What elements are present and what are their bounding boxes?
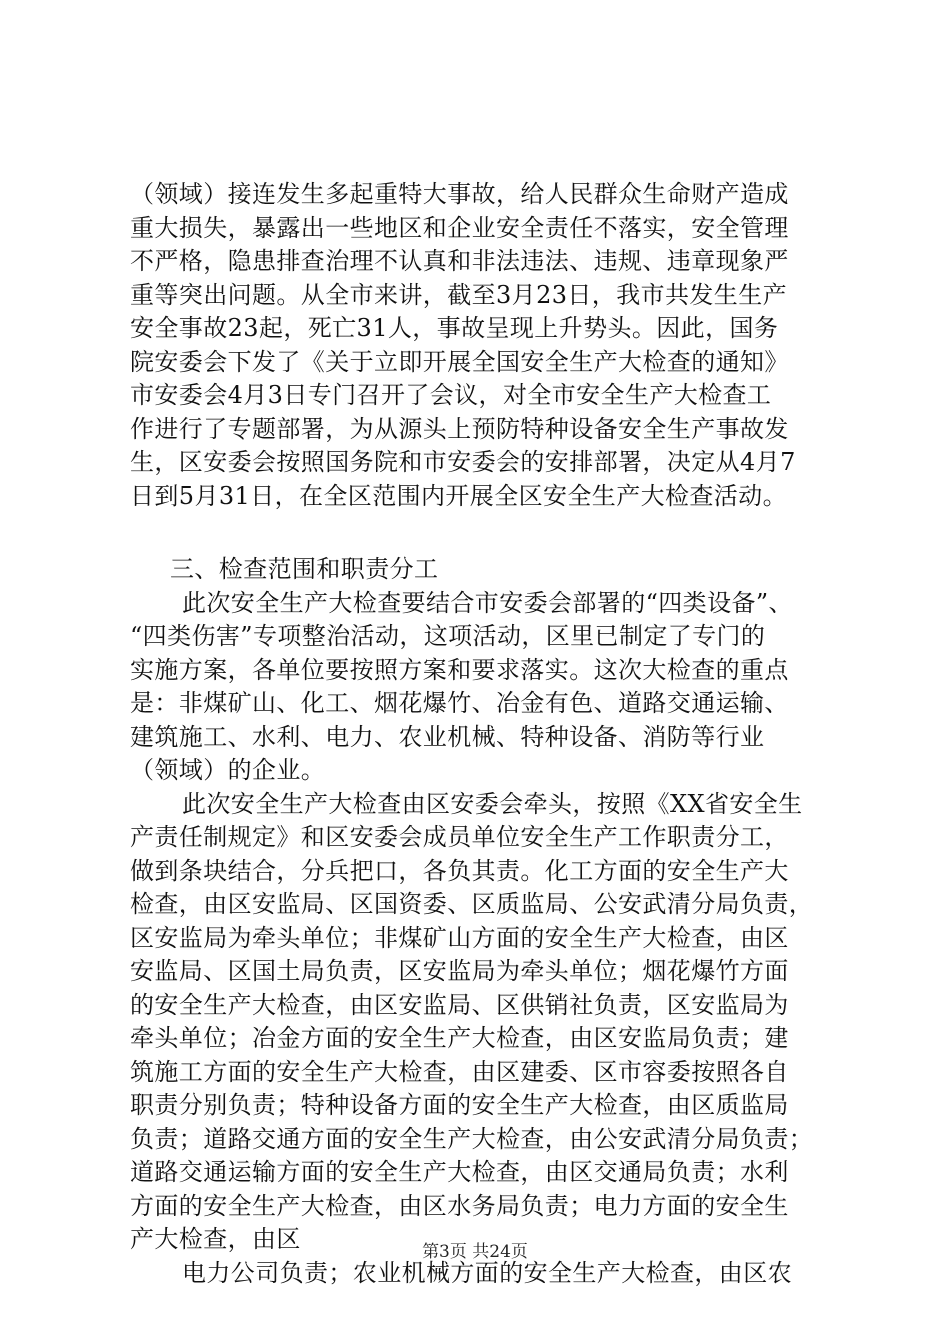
section-heading: 三、检查范围和职责分工 <box>170 555 439 583</box>
text-line: 此次安全生产大检查由区安委会牵头，按照《XX省安全生 <box>182 789 803 818</box>
text-line: 牵头单位；冶金方面的安全生产大检查，由区安监局负责；建 <box>130 1024 789 1052</box>
text-line: 重等突出问题。从全市来讲，截至3月23日，我市共发生生产 <box>130 280 788 309</box>
text-line: （领域）接连发生多起重特大事故，给人民群众生命财产造成 <box>130 180 789 208</box>
paragraph-scope <box>130 587 850 788</box>
text-line: 此次安全生产大检查要结合市安委会部署的“四类设备”、 <box>182 588 793 617</box>
paragraph-responsibilities <box>130 788 850 1257</box>
text-line: 是：非煤矿山、化工、烟花爆竹、冶金有色、道路交通运输、 <box>130 689 789 717</box>
text-line: 建筑施工、水利、电力、农业机械、特种设备、消防等行业 <box>130 722 765 751</box>
text-line: （领域）的企业。 <box>130 756 326 784</box>
text-line: 安全事故23起，死亡31人，事故呈现上升势头。因此，国务 <box>130 314 779 342</box>
text-line: 院安委会下发了《关于立即开展全国安全生产大检查的通知》 <box>130 347 789 376</box>
text-line: 重大损失，暴露出一些地区和企业安全责任不落实，安全管理 <box>130 213 789 242</box>
text-line: 区安监局为牵头单位；非煤矿山方面的安全生产大检查，由区 <box>130 923 789 952</box>
text-line: 筑施工方面的安全生产大检查，由区建委、区市容委按照各自 <box>130 1057 789 1086</box>
text-line: 道路交通运输方面的安全生产大检查，由区交通局负责；水利 <box>130 1158 789 1186</box>
paragraph-gap <box>130 513 850 553</box>
paragraph-context <box>130 178 850 513</box>
text-line: 产责任制规定》和区安委会成员单位安全生产工作职责分工， <box>130 823 789 851</box>
text-line: 不严格，隐患排查治理不认真和非法违法、违规、违章现象严 <box>130 247 789 275</box>
text-line: 做到条块结合，分兵把口，各负其责。化工方面的安全生产大 <box>130 856 789 885</box>
text-line: 检查，由区安监局、区国资委、区质监局、公安武清分局负责， <box>130 890 814 918</box>
text-line: 职责分别负责；特种设备方面的安全生产大检查，由区质监局 <box>130 1091 789 1119</box>
text-line: 负责；道路交通方面的安全生产大检查，由公安武清分局负责； <box>130 1124 814 1153</box>
text-line: 方面的安全生产大检查，由区水务局负责；电力方面的安全生 <box>130 1191 789 1220</box>
text-line: “四类伤害”专项整治活动，这项活动，区里已制定了专门的 <box>130 622 766 650</box>
text-line: 安监局、区国土局负责，区安监局为牵头单位；烟花爆竹方面 <box>130 957 789 985</box>
text-line: 的安全生产大检查，由区安监局、区供销社负责，区安监局为 <box>130 990 789 1019</box>
text-line: 产大检查，由区 <box>130 1225 301 1253</box>
text-line: 实施方案，各单位要按照方案和要求落实。这次大检查的重点 <box>130 655 789 684</box>
text-line: 市安委会4月3日专门召开了会议，对全市安全生产大检查工 <box>130 381 772 409</box>
text-line: 生，区安委会按照国务院和市安委会的安排部署，决定从4月7 <box>130 448 796 476</box>
page-footer <box>0 1240 950 1264</box>
text-line: 电力公司负责；农业机械方面的安全生产大检查，由区农 <box>182 1258 792 1287</box>
text-line: 作进行了专题部署，为从源头上预防特种设备安全生产事故发 <box>130 414 789 443</box>
page-number-label: 第3页 共24页 <box>422 1242 528 1262</box>
text-line: 日到5月31日，在全区范围内开展全区安全生产大检查活动。 <box>130 481 788 510</box>
document-body <box>130 178 850 1290</box>
